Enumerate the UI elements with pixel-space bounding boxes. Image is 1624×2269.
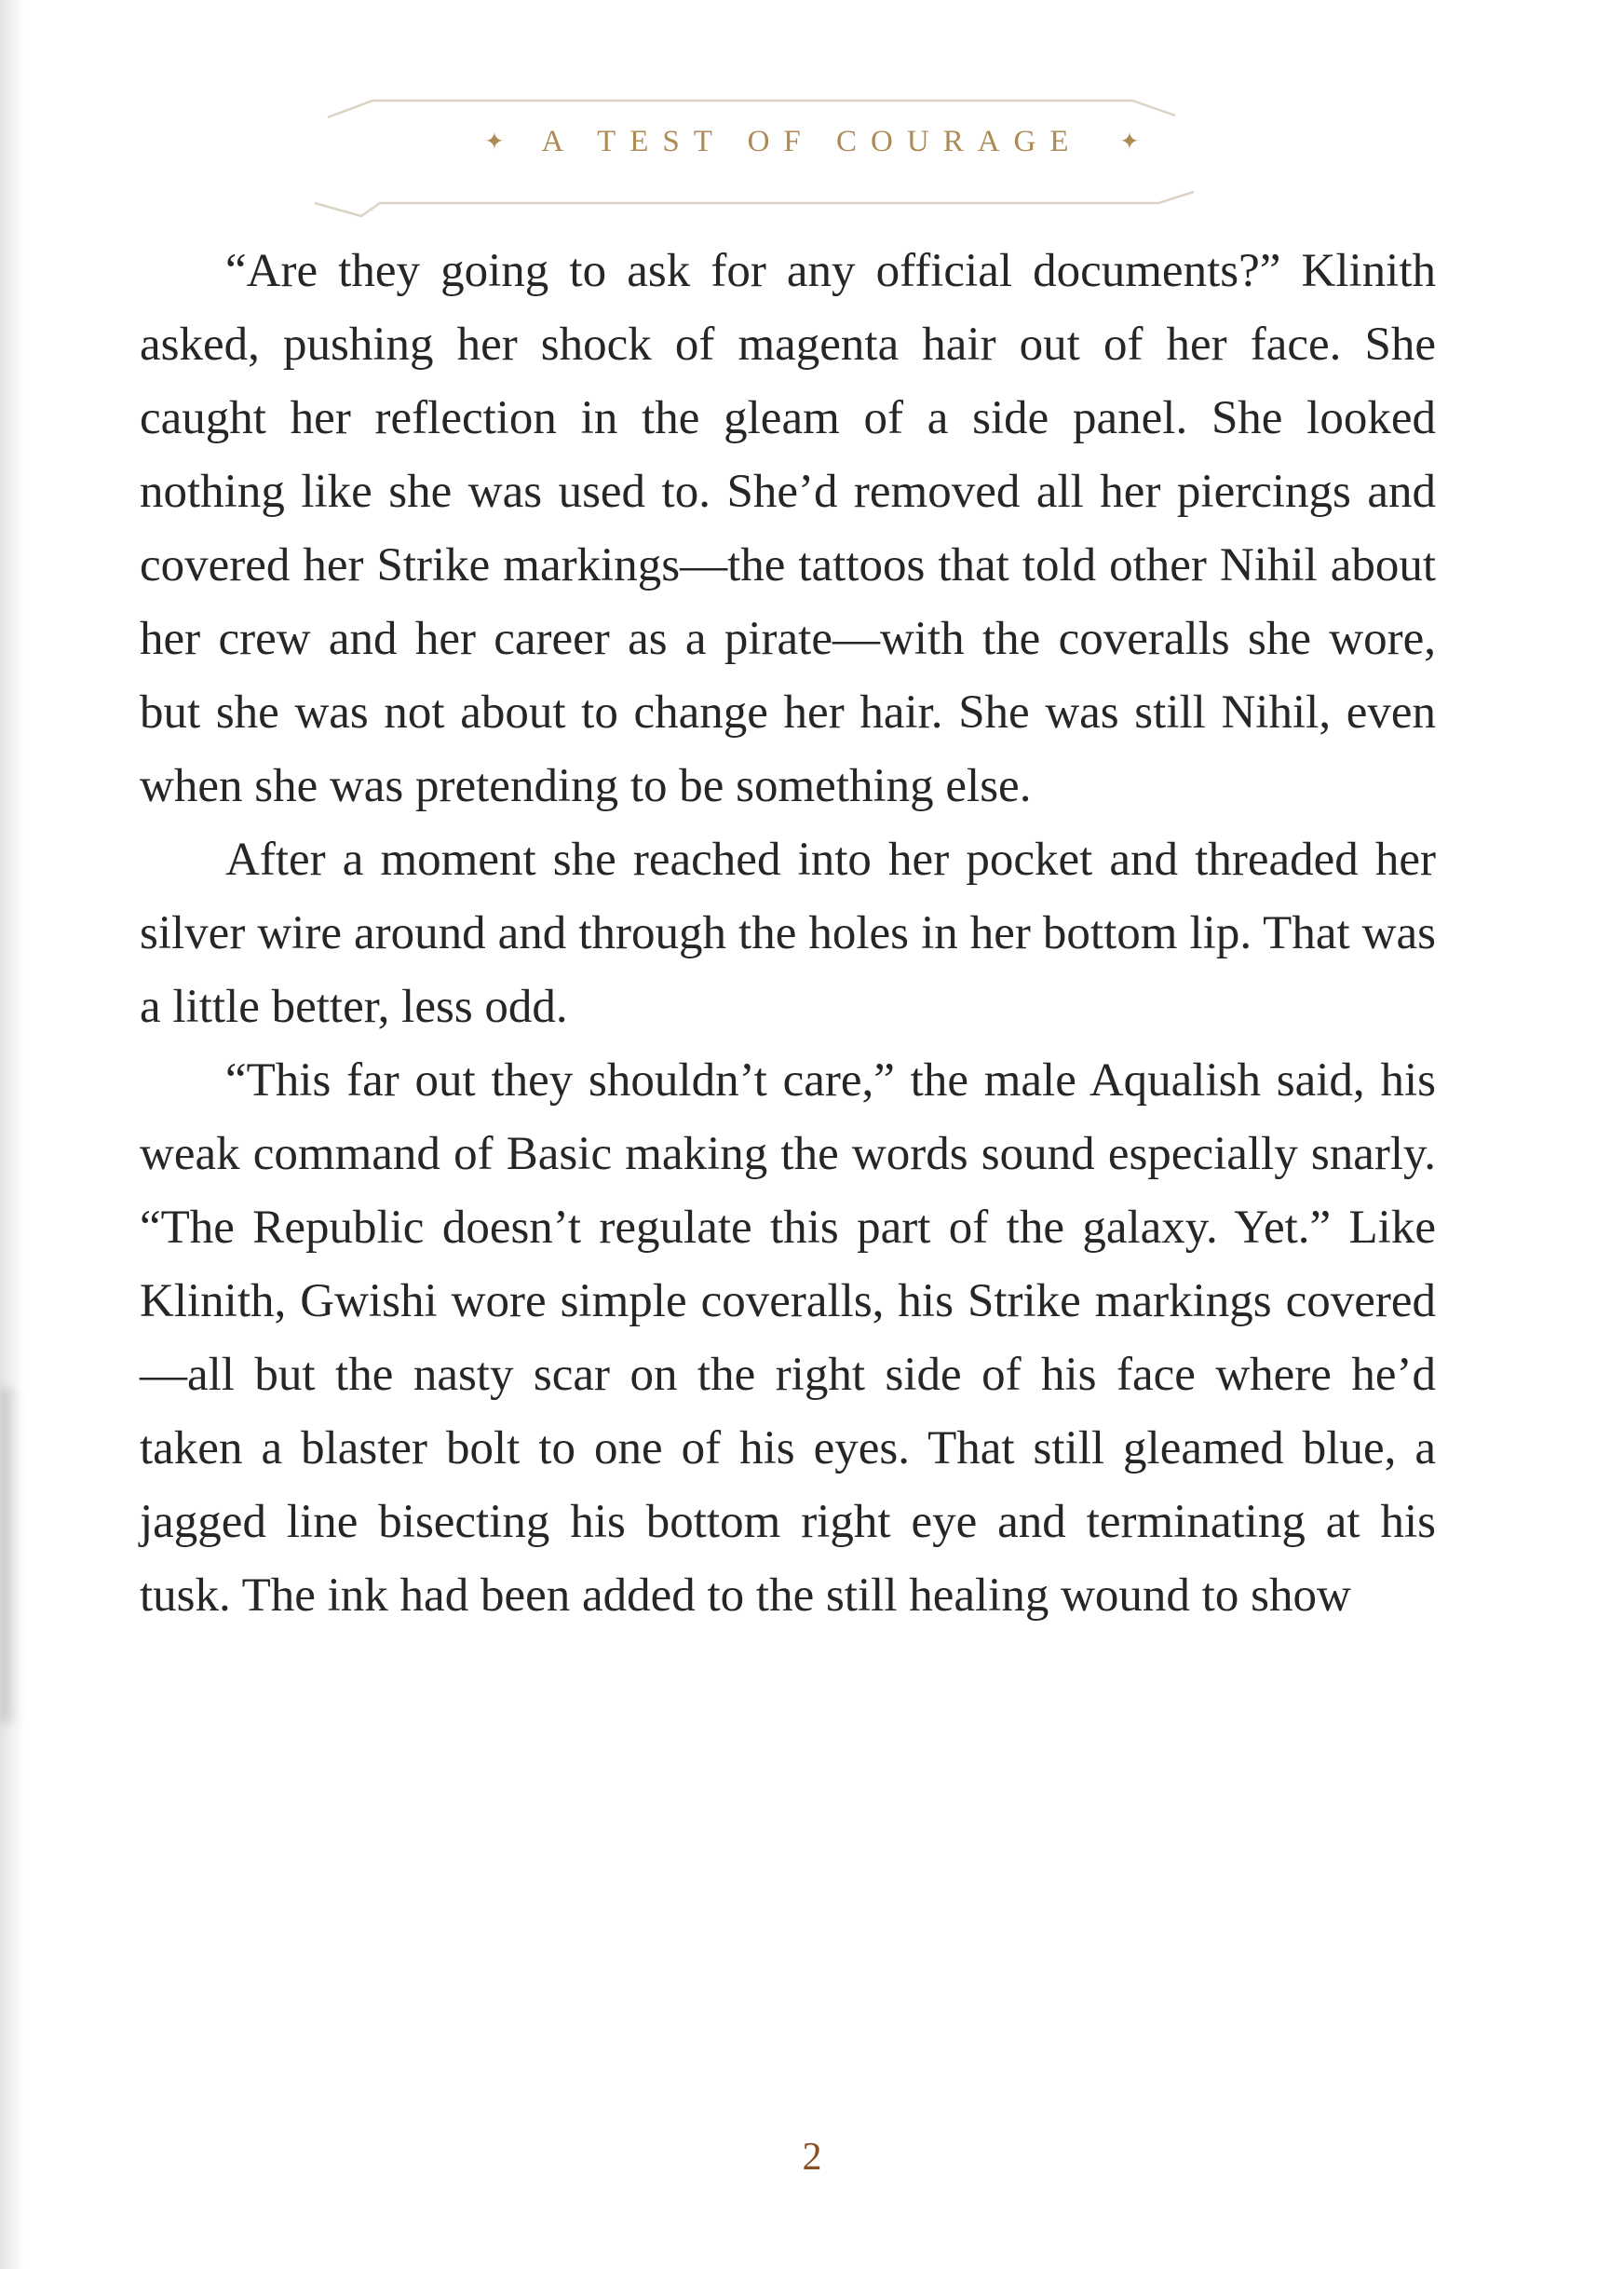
scan-shadow xyxy=(0,1388,19,1723)
page-number: 2 xyxy=(802,2136,822,2179)
left-fleuron-icon: ✦ xyxy=(484,129,505,155)
paragraph-2: After a moment she reached into her pocket and threaded her silver wire around and through the holes in her bottom lip. That was a little better, less odd. xyxy=(140,834,1436,1033)
running-header-title: A TEST OF COURAGE xyxy=(541,125,1083,158)
running-header xyxy=(0,71,1624,248)
body-text-block xyxy=(140,235,1436,1633)
header-frame-ornament xyxy=(0,71,1624,248)
right-fleuron-icon: ✦ xyxy=(1119,129,1140,155)
page-footer xyxy=(0,2135,1624,2180)
running-header-row xyxy=(0,125,1624,159)
paragraph-3: “This far out they shouldn’t care,” the male Aqualish said, his weak command of Basic making the words sound especially snarly. “The Republic doesn’t regulate this part of the galaxy. Yet.” Like Klinith, Gwishi wore simple coveralls, his Strike markings covered—all but the nasty scar on the right side of his face where he’d taken a blaster bolt to one of his eyes. That still gleamed blue, a jagged line bisecting his bottom right eye and terminating at his tusk. The ink had been added to the still healing wound to show xyxy=(140,1054,1436,1622)
paragraph-1: “Are they going to ask for any official documents?” Klinith asked, pushing her shock of magenta hair out of her face. She caught her reflection in the gleam of a side panel. She looked nothing like she was used to. She’d removed all her piercings and covered her Strike markings—the tattoos that told other Nihil about her crew and her career as a pirate—with the coveralls she wore, but she was not about to change her hair. She was still Nihil, even when she was pretending to be something else. xyxy=(140,245,1436,812)
